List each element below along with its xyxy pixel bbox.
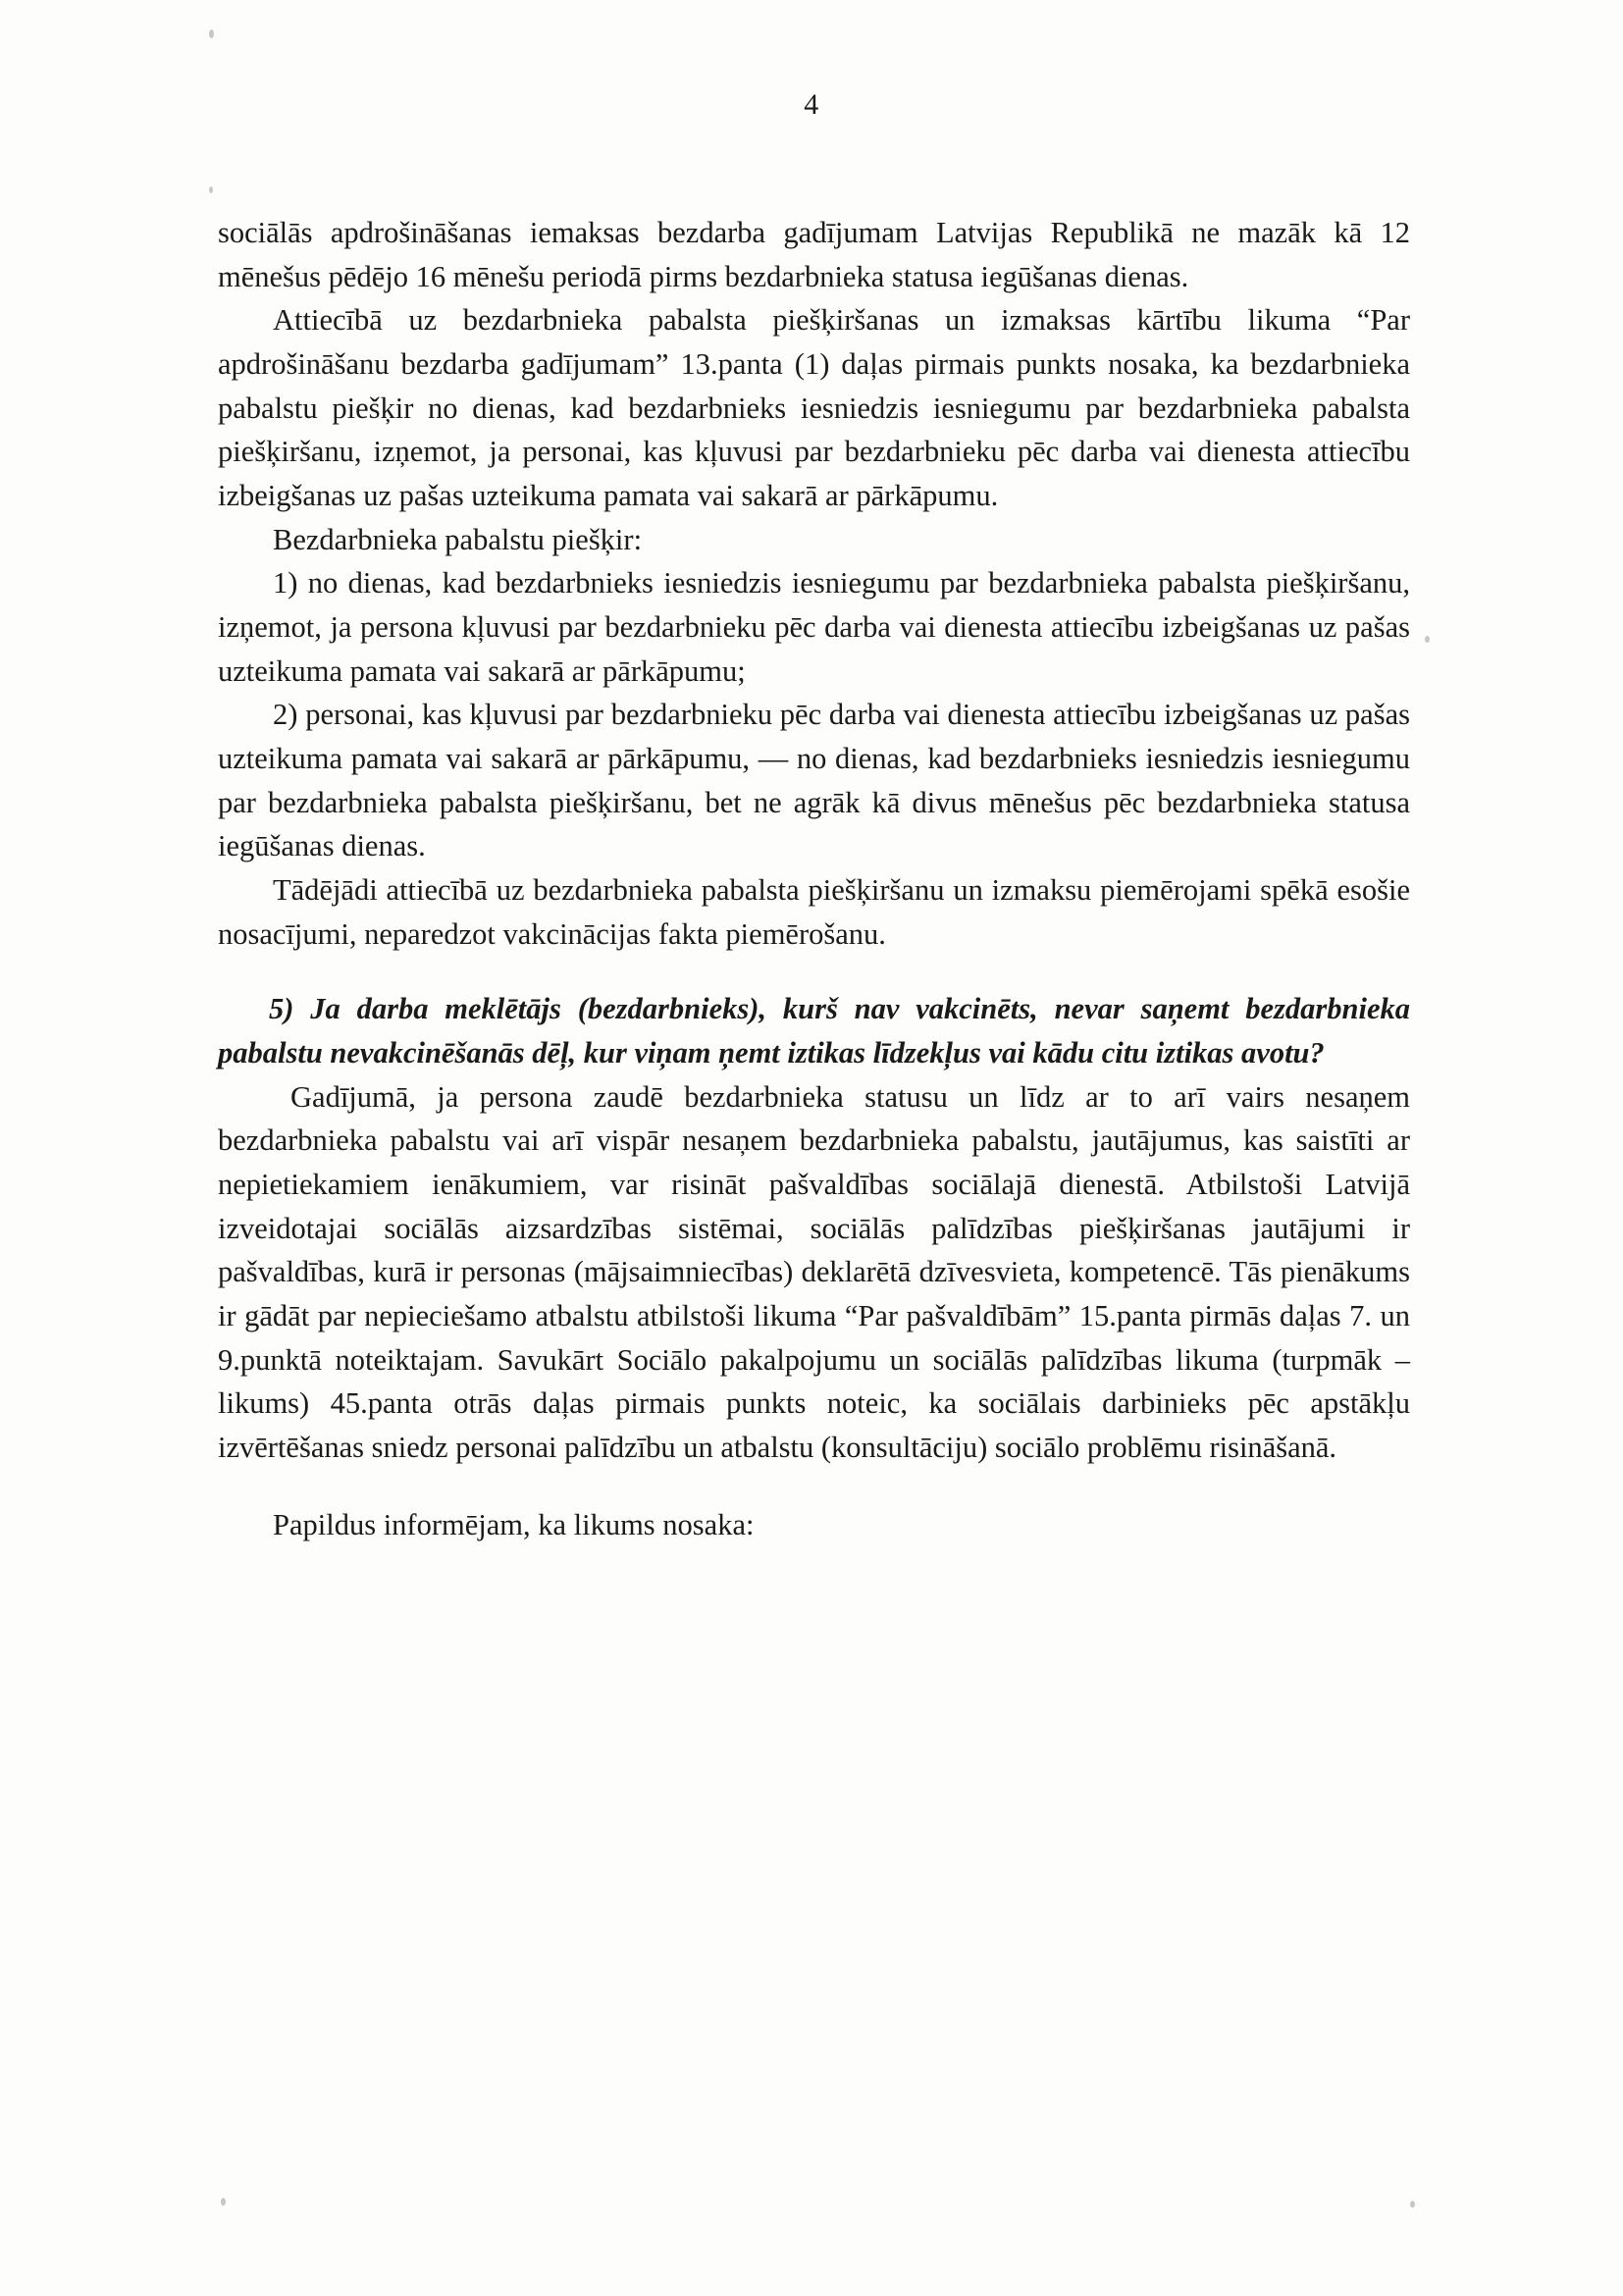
document-body <box>218 211 1410 1546</box>
paragraph-8-answer: Gadījumā, ja persona zaudē bezdarbnieka statusu un līdz ar to arī vairs nesaņem bezdarbnieka pabalstu vai arī vispār nesaņem bezdarbnieka pabalstu, jautājumus, kas saistīti ar nepietiekamiem ienākumiem, var risināt pašvaldības sociālajā dienestā. Atbilstoši Latvijā izveidotajai sociālās aizsardzības sistēmai, sociālās palīdzības piešķiršanas jautājumi ir pašvaldības, kurā ir personas (mājsaimniecības) deklarētā dzīvesvieta, kompetencē. Tās pienākums ir gādāt par nepieciešamo atbalstu atbilstoši likuma “Par pašvaldībām” 15.panta pirmās daļas 7. un 9.punktā noteiktajam. Savukārt Sociālo pakalpojumu un sociālās palīdzības likuma (turpmāk – likums) 45.panta otrās daļas pirmais punkts noteic, ka sociālais darbinieks pēc apstākļu izvērtēšanas sniedz personai palīdzību un atbalstu (konsultāciju) sociālo problēmu risināšanā. <box>218 1079 1410 1465</box>
paragraph-3: Bezdarbnieka pabalstu piešķir: <box>273 522 643 556</box>
paragraph-9-closing: Papildus informējam, ka likums nosaka: <box>273 1507 755 1541</box>
scan-speck <box>1425 636 1430 643</box>
scan-speck <box>221 2198 226 2206</box>
scan-speck <box>209 186 213 193</box>
paragraph-2: Attiecībā uz bezdarbnieka pabalsta piešķiršanas un izmaksas kārtību likuma “Par apdrošināšanu bezdarba gadījumam” 13.panta (1) daļas pirmais punkts nosaka, ka bezdarbnieka pabalstu piešķir no dienas, kad bezdarbnieks iesniedzis iesniegumu par bezdarbnieka pabalsta piešķiršanu, izņemot, ja personai, kas kļuvusi par bezdarbnieku pēc darba vai dienesta attiecību izbeigšanas uz pašas uzteikuma pamata vai sakarā ar pārkāpumu. <box>218 303 1410 513</box>
paragraph-5-list-item-2: 2) personai, kas kļuvusi par bezdarbnieku pēc darba vai dienesta attiecību izbeigšanas uz pašas uzteikuma pamata vai sakarā ar pārkāpumu, — no dienas, kad bezdarbnieks iesniedzis iesniegumu par bezdarbnieka pabalsta piešķiršanu, bet ne agrāk kā divus mēnešus pēc bezdarbnieka statusa iegūšanas dienas. <box>218 698 1410 863</box>
scan-speck <box>209 29 214 38</box>
question-heading-5: 5) Ja darba meklētājs (bezdarbnieks), kurš nav vakcinēts, nevar saņemt bezdarbnieka pabalstu nevakcinēšanās dēļ, kur viņam ņemt iztikas līdzekļus vai kādu citu iztikas avotu? <box>218 992 1410 1070</box>
paragraph-4-list-item-1: 1) no dienas, kad bezdarbnieks iesniedzis iesniegumu par bezdarbnieka pabalsta piešķiršanu, izņemot, ja persona kļuvusi par bezdarbnieku pēc darba vai dienesta attiecību izbeigšanas uz pašas uzteikuma pamata vai sakarā ar pārkāpumu; <box>218 566 1410 688</box>
paragraph-6: Tādējādi attiecībā uz bezdarbnieka pabalsta piešķiršanu un izmaksu piemērojami spēkā esošie nosacījumi, neparedzot vakcinācijas fakta piemērošanu. <box>218 873 1410 951</box>
page-number: 4 <box>804 88 819 121</box>
scan-speck <box>1410 2201 1415 2208</box>
paragraph-1: sociālās apdrošināšanas iemaksas bezdarba gadījumam Latvijas Republikā ne mazāk kā 12 mēnešus pēdējo 16 mēnešu periodā pirms bezdarbnieka statusa iegūšanas dienas. <box>218 216 1410 293</box>
